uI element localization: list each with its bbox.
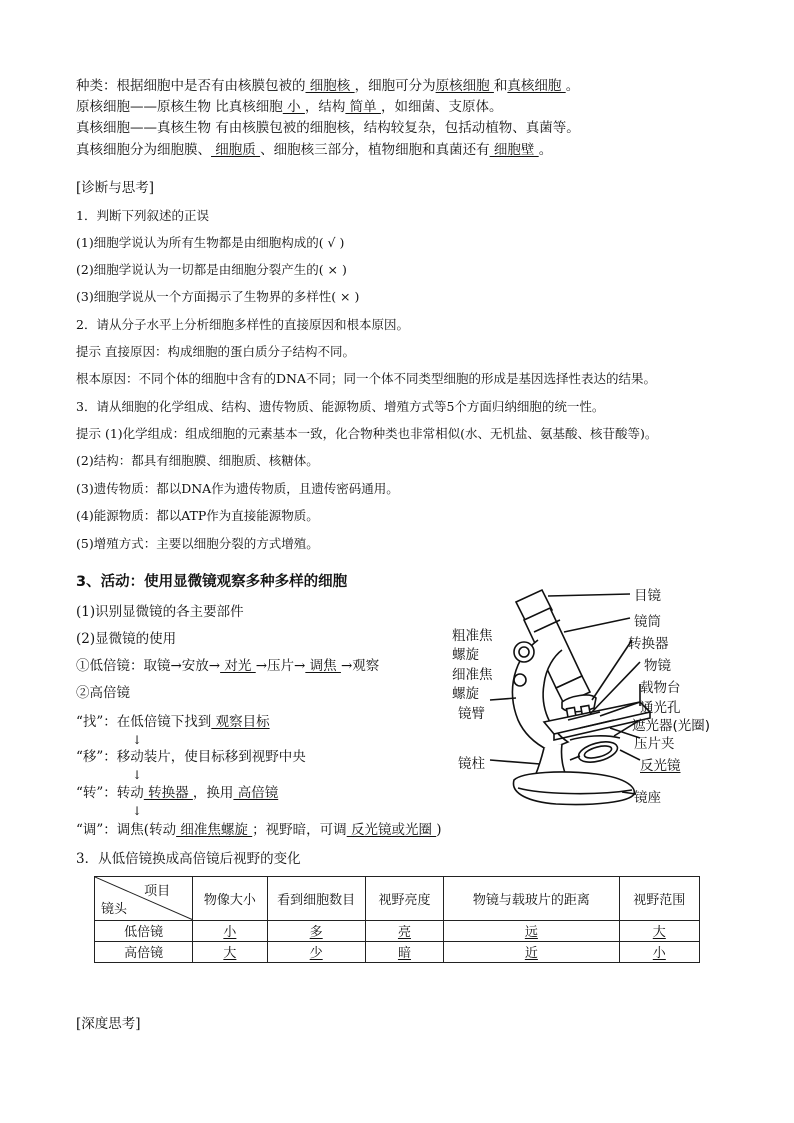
column-header: 物像大小 — [193, 877, 267, 921]
table-corner-cell — [95, 877, 193, 921]
label-fine-focus-1: 细准焦 — [452, 667, 493, 683]
text: ，细胞可分为 — [354, 78, 436, 94]
table-cell: 近 — [444, 941, 619, 962]
answer: 对光 — [220, 658, 256, 674]
table-header-row — [95, 877, 700, 921]
table-cell: 远 — [444, 920, 619, 941]
answer: 细胞核 — [305, 78, 355, 94]
intro-line-2 — [76, 97, 502, 117]
answer: 反光镜或光圈 — [346, 822, 437, 838]
text: “移”：移动装片，使目标移到视野中央 — [76, 749, 306, 765]
answer: 原核细胞 — [435, 78, 494, 94]
activity-step-2: (2)显微镜的使用 — [76, 631, 177, 647]
text: 真核细胞——真核生物 有由核膜包被的细胞核，结构较复杂，包括动植物、真菌等。 — [76, 120, 580, 136]
label-tube: 镜筒 — [634, 614, 661, 630]
table-cell: 大 — [619, 920, 699, 941]
question-3-hint-3: (3)遗传物质：都以DNA作为遗传物质，且遗传密码通用。 — [76, 481, 399, 496]
microscope-figure — [444, 580, 764, 806]
row-label: 低倍镜 — [95, 920, 193, 941]
answer: 观察目标 — [211, 714, 270, 730]
intro-line-3 — [76, 118, 580, 138]
answer: 真核细胞 — [507, 78, 566, 94]
question-3: 3．请从细胞的化学组成、结构、遗传物质、能源物质、增殖方式等5个方面归纳细胞的统一性。 — [76, 399, 605, 414]
label-coarse-focus-2: 螺旋 — [452, 647, 479, 663]
text: “调”：调焦(转动 — [76, 822, 177, 838]
label-eyepiece: 目镜 — [634, 588, 661, 604]
corner-top-label: 项目 — [144, 884, 171, 899]
high-power-heading: ②高倍镜 — [76, 685, 130, 701]
text: ，结构 — [304, 99, 346, 115]
answer: 细准焦螺旋 — [176, 822, 253, 838]
question-1: 1．判断下列叙述的正误 — [76, 208, 209, 223]
step-turn — [76, 783, 278, 803]
label-diaphragm: 遮光器(光圈) — [632, 718, 711, 734]
table-cell: 小 — [193, 920, 267, 941]
table-cell: 大 — [193, 941, 267, 962]
text: ，换用 — [192, 785, 234, 801]
label-clip: 压片夹 — [634, 736, 675, 752]
label-coarse-focus-1: 粗准焦 — [452, 628, 493, 644]
answer: 转换器 — [143, 785, 193, 801]
down-arrow-icon: ↓ — [132, 733, 143, 747]
label-stage: 载物台 — [640, 680, 681, 696]
intro-line-1 — [76, 76, 579, 96]
table-cell: 暗 — [365, 941, 443, 962]
label-pillar: 镜柱 — [458, 756, 485, 772]
text: ，如细菌、支原体。 — [380, 99, 503, 115]
question-1-b: (2)细胞学说认为一切都是由细胞分裂产生的( × ) — [76, 262, 347, 277]
text: 真核细胞分为细胞膜、 — [76, 142, 211, 158]
answer: 细胞壁 — [489, 142, 539, 158]
activity-step-1: (1)识别显微镜的各主要部件 — [76, 604, 244, 620]
text: “转”：转动 — [76, 785, 144, 801]
table-cell: 亮 — [365, 920, 443, 941]
answer: 简单 — [345, 99, 381, 115]
corner-bottom-label: 镜头 — [101, 901, 128, 917]
step-adjust — [76, 820, 442, 840]
table-cell: 小 — [619, 941, 699, 962]
column-header: 物镜与载玻片的距离 — [444, 877, 619, 921]
question-1-c: (3)细胞学说从一个方面揭示了生物界的多样性( × ) — [76, 289, 360, 304]
label-converter: 转换器 — [628, 636, 669, 652]
text: 。 — [538, 142, 553, 158]
answer: 细胞质 — [211, 142, 261, 158]
deep-thinking-heading: [深度思考] — [76, 1016, 141, 1032]
table-row — [95, 920, 700, 941]
text: 和 — [493, 78, 508, 94]
column-header: 视野范围 — [619, 877, 699, 921]
answer: 调焦 — [305, 658, 341, 674]
label-objective: 物镜 — [644, 658, 671, 674]
text: “找”：在低倍镜下找到 — [76, 714, 212, 730]
table-title: 3．从低倍镜换成高倍镜后视野的变化 — [76, 851, 301, 867]
column-header: 看到细胞数目 — [267, 877, 365, 921]
text: 原核细胞——原核生物 比真核细胞 — [76, 99, 283, 115]
step-find — [76, 712, 270, 732]
column-header: 视野亮度 — [365, 877, 443, 921]
text: →观察 — [340, 658, 380, 674]
answer: 高倍镜 — [233, 785, 279, 801]
intro-line-4 — [76, 140, 552, 160]
question-2-hint: 提示 直接原因：构成细胞的蛋白质分子结构不同。 — [76, 344, 355, 359]
question-3-hint-5: (5)增殖方式：主要以细胞分裂的方式增殖。 — [76, 536, 319, 551]
down-arrow-icon: ↓ — [132, 768, 143, 782]
table-cell: 少 — [267, 941, 365, 962]
row-label: 高倍镜 — [95, 941, 193, 962]
low-power-steps — [76, 656, 379, 676]
down-arrow-icon: ↓ — [132, 804, 143, 818]
question-2-hint-2: 根本原因：不同个体的细胞中含有的DNA不同；同一个体不同类型细胞的形成是基因选择性表达的结果。 — [76, 371, 656, 386]
label-light-hole: 通光孔 — [640, 700, 681, 716]
table-row — [95, 941, 700, 962]
text: ①低倍镜：取镜→安放→ — [76, 658, 221, 674]
section-heading: [诊断与思考] — [76, 180, 155, 196]
question-3-hint-4: (4)能源物质：都以ATP作为直接能源物质。 — [76, 508, 319, 523]
question-1-a: (1)细胞学说认为所有生物都是由细胞构成的( √ ) — [76, 235, 345, 250]
step-move — [76, 747, 306, 767]
microscope-drawing — [444, 580, 764, 806]
text: →压片→ — [255, 658, 306, 674]
comparison-table — [94, 876, 700, 963]
activity-heading: 3、活动：使用显微镜观察多种多样的细胞 — [76, 574, 348, 590]
label-base: 镜座 — [634, 790, 661, 806]
label-arm: 镜臂 — [458, 706, 485, 722]
label-mirror: 反光镜 — [640, 758, 681, 774]
text: 种类：根据细胞中是否有由核膜包被的 — [76, 78, 306, 94]
table-cell: 多 — [267, 920, 365, 941]
question-2: 2．请从分子水平上分析细胞多样性的直接原因和根本原因。 — [76, 317, 409, 332]
question-3-hint: 提示 (1)化学组成：组成细胞的元素基本一致，化合物种类也非常相似(水、无机盐、氨基酸、核苷酸等)。 — [76, 426, 658, 441]
answer: 小 — [282, 99, 305, 115]
label-fine-focus-2: 螺旋 — [452, 686, 479, 702]
text: 。 — [565, 78, 580, 94]
text: ) — [436, 822, 442, 838]
text: 、细胞核三部分，植物细胞和真菌还有 — [260, 142, 490, 158]
text: ；视野暗，可调 — [252, 822, 347, 838]
question-3-hint-2: (2)结构：都具有细胞膜、细胞质、核糖体。 — [76, 453, 319, 468]
